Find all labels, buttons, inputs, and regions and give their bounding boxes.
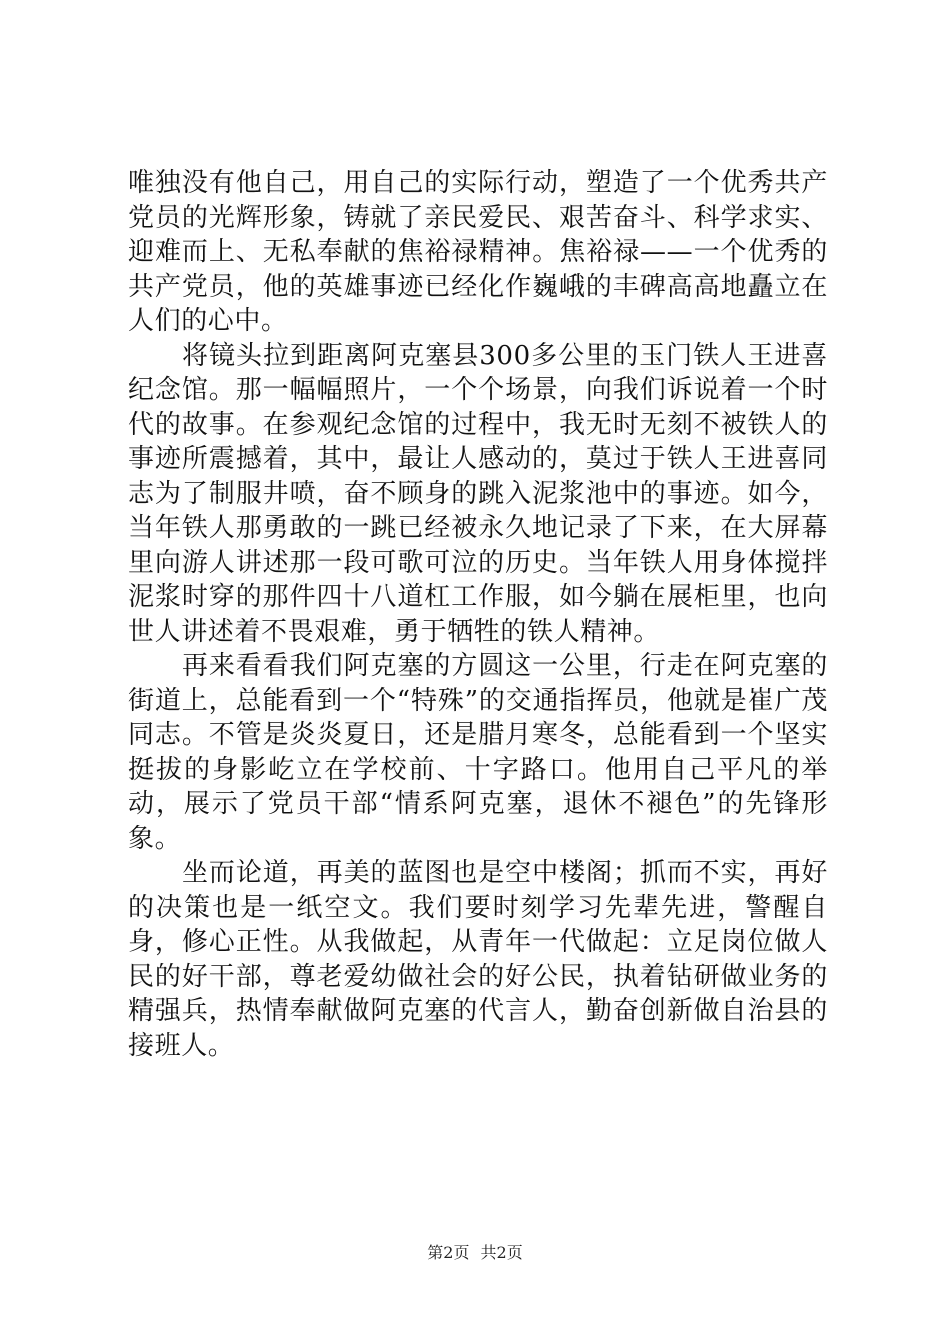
document-body: [128, 166, 828, 1063]
page-number-total: 共2页: [480, 1243, 523, 1262]
page-number-current: 第2页: [427, 1243, 470, 1262]
paragraph-conclusion: 坐而论道，再美的蓝图也是空中楼阁；抓而不实，再好的决策也是一纸空文。我们要时刻学习先辈先进，警醒自身，修心正性。从我做起，从青年一代做起：立足岗位做人民的好干部，尊老爱幼做社会的好公民，执着钻研做业务的精强兵，热情奉献做阿克塞的代言人，勤奋创新做自治县的接班人。: [128, 858, 828, 1061]
paragraph-cui-guangmao: 再来看看我们阿克塞的方圆这一公里，行走在阿克塞的街道上，总能看到一个“特殊”的交通指挥员，他就是崔广茂同志。不管是炎炎夏日，还是腊月寒冬，总能看到一个坚实挺拔的身影屹立在学校前、十字路口。他用自己平凡的举动，展示了党员干部“情系阿克塞，退休不褪色”的先锋形象。: [128, 651, 828, 854]
paragraph-wang-jinxi: 将镜头拉到距离阿克塞县300多公里的玉门铁人王进喜纪念馆。那一幅幅照片，一个个场景，向我们诉说着一个时代的故事。在参观纪念馆的过程中，我无时无刻不被铁人的事迹所震撼着，其中，最让人感动的，莫过于铁人王进喜同志为了制服井喷，奋不顾身的跳入泥浆池中的事迹。如今，当年铁人那勇敢的一跳已经被永久地记录了下来，在大屏幕里向游人讲述那一段可歌可泣的历史。当年铁人用身体搅拌泥浆时穿的那件四十八道杠工作服，如今躺在展柜里，也向世人讲述着不畏艰难，勇于牺牲的铁人精神。: [128, 340, 828, 647]
page-footer: [0, 1243, 950, 1263]
paragraph-continued: 唯独没有他自己，用自己的实际行动，塑造了一个优秀共产党员的光辉形象，铸就了亲民爱民、艰苦奋斗、科学求实、迎难而上、无私奉献的焦裕禄精神。焦裕禄——一个优秀的共产党员，他的英雄事迹已经化作巍峨的丰碑高高地矗立在人们的心中。: [128, 168, 828, 336]
